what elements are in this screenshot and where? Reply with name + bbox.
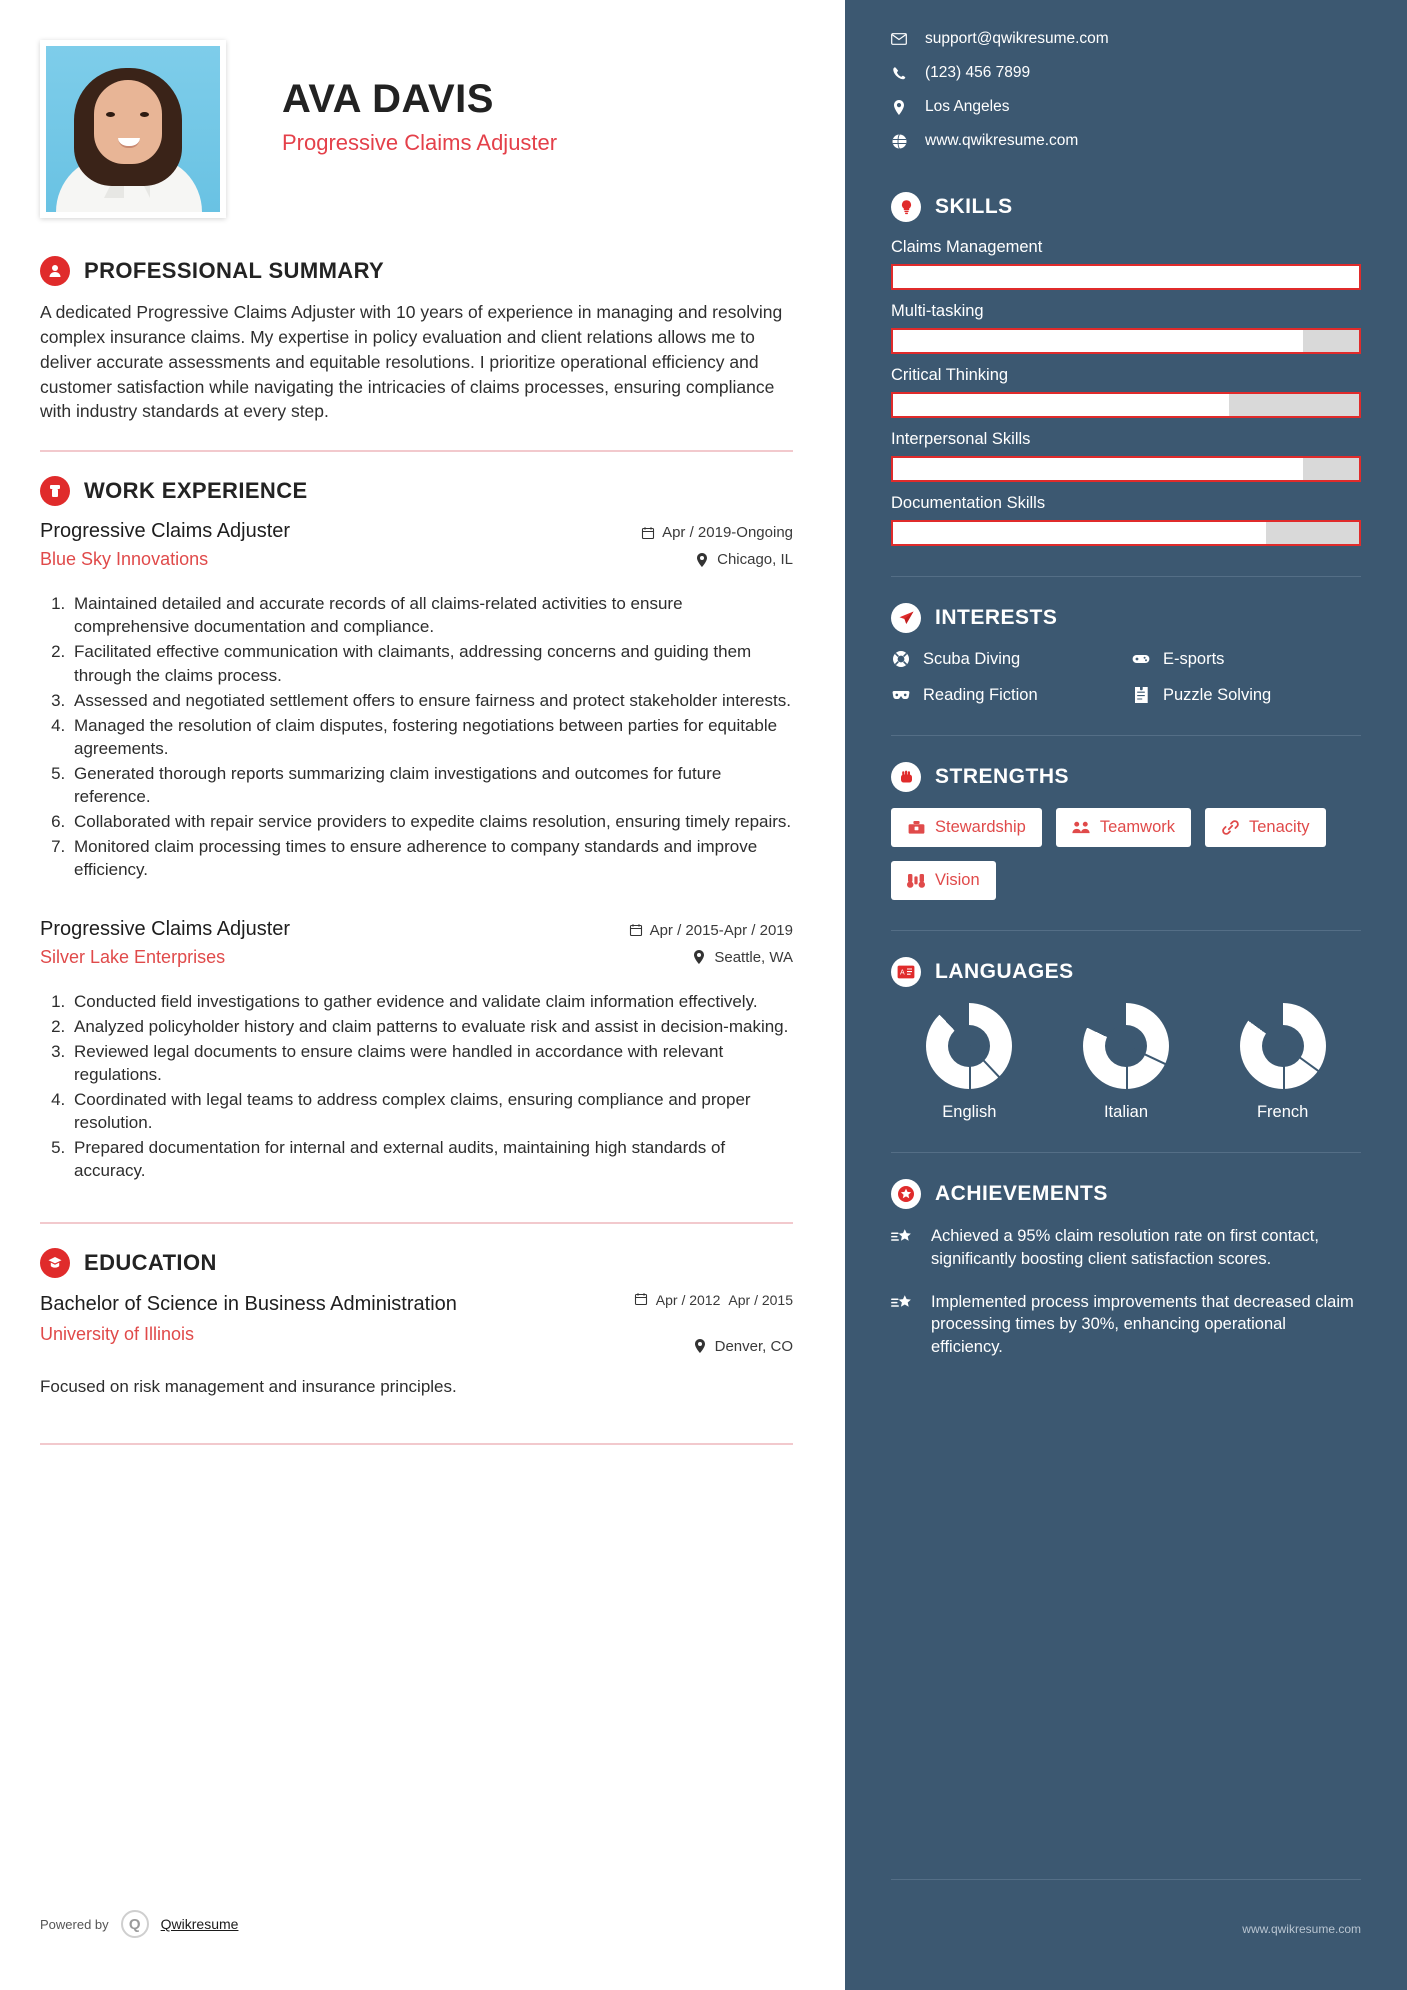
divider xyxy=(891,1152,1361,1153)
skill-label: Documentation Skills xyxy=(891,494,1046,512)
contact-phone-text: (123) 456 7899 xyxy=(925,64,1031,81)
job-dates xyxy=(603,922,793,939)
location-pin-icon xyxy=(694,1339,708,1353)
calendar-icon xyxy=(634,1292,648,1306)
list-item: 4. Coordinated with legal teams to address complex claims, ensuring compliance and proper resolution. xyxy=(70,1088,793,1134)
divider xyxy=(891,576,1361,577)
mask-icon xyxy=(891,685,911,705)
calendar-icon xyxy=(629,923,643,937)
toolbox-icon xyxy=(907,819,925,837)
skill-label: Claims Management xyxy=(891,238,1043,256)
list-item: 2. Analyzed policyholder history and claim patterns to evaluate risk and assist in decision-making. xyxy=(70,1015,793,1038)
skill-bar-fill xyxy=(893,394,1229,416)
phone-icon xyxy=(891,66,907,81)
interest-item xyxy=(1131,685,1361,705)
job-location xyxy=(603,949,793,966)
resume-header xyxy=(40,40,793,218)
skill-label: Multi-tasking xyxy=(891,302,984,320)
section-title: EDUCATION xyxy=(84,1250,217,1276)
job-location xyxy=(603,551,793,568)
footer-brand-link[interactable]: Qwikresume xyxy=(160,1916,239,1932)
education-start-date: Apr / 2012 xyxy=(655,1292,721,1309)
section-header xyxy=(40,256,793,286)
interest-label: E-sports xyxy=(1163,649,1225,668)
achievement-item xyxy=(891,1225,1361,1271)
people-icon xyxy=(1072,819,1090,837)
education-location-text: Denver, CO xyxy=(714,1337,793,1355)
section-header xyxy=(891,1179,1361,1209)
job-role: Progressive Claims Adjuster xyxy=(40,917,291,940)
language-donut-chart xyxy=(926,1003,1012,1089)
language-item xyxy=(1056,1003,1196,1122)
location-pin-icon xyxy=(693,950,707,964)
skill-bar xyxy=(891,520,1361,546)
user-icon xyxy=(40,256,70,286)
skill-bar-fill xyxy=(893,266,1359,288)
section-professional-summary xyxy=(40,256,793,424)
section-title: STRENGTHS xyxy=(935,765,1070,788)
list-item: 1. Conducted field investigations to gather evidence and validate claim information effectively. xyxy=(70,990,793,1013)
interests-grid xyxy=(891,649,1361,705)
divider xyxy=(40,1443,793,1445)
section-interests xyxy=(891,603,1361,705)
strength-label: Tenacity xyxy=(1249,818,1310,836)
skill-bar-fill xyxy=(893,522,1266,544)
language-label: French xyxy=(1256,1103,1309,1121)
strength-label: Teamwork xyxy=(1099,818,1175,836)
interest-label: Puzzle Solving xyxy=(1163,685,1272,704)
interest-item xyxy=(891,649,1121,669)
list-item: 4. Managed the resolution of claim disputes, fostering negotiations between parties for equitable agreements. xyxy=(70,714,793,760)
location-pin-icon xyxy=(696,553,710,567)
contact-location xyxy=(891,98,1361,116)
strength-chip xyxy=(891,808,1042,847)
sidebar-footer-site: www.qwikresume.com xyxy=(1242,1922,1361,1936)
envelope-icon xyxy=(891,33,907,45)
calendar-icon xyxy=(641,526,655,540)
work-entry xyxy=(40,918,793,1183)
divider xyxy=(891,1879,1361,1880)
star-badge-icon xyxy=(891,1179,921,1209)
education-degree: Bachelor of Science in Business Administration xyxy=(40,1293,457,1316)
list-item: 6. Collaborated with repair service providers to expedite claims resolution, ensuring timely repairs. xyxy=(70,810,793,833)
achievement-item xyxy=(891,1291,1361,1359)
graduation-icon xyxy=(40,1248,70,1278)
divider xyxy=(891,930,1361,931)
globe-icon xyxy=(891,134,907,149)
list-item: 5. Prepared documentation for internal and external audits, maintaining high standards of accuracy. xyxy=(70,1136,793,1182)
page-title: AVA DAVIS xyxy=(282,77,494,121)
contact-location-text: Los Angeles xyxy=(925,98,1010,115)
job-bullets xyxy=(40,990,793,1183)
section-header xyxy=(891,762,1361,792)
divider xyxy=(40,1222,793,1224)
skill-item xyxy=(891,302,1361,354)
section-skills xyxy=(891,192,1361,546)
paper-plane-icon xyxy=(891,603,921,633)
svg-text:A: A xyxy=(900,969,905,977)
location-pin-icon xyxy=(891,100,907,115)
list-item: 7. Monitored claim processing times to ensure adherence to company standards and improve efficiency. xyxy=(70,835,793,881)
skill-item xyxy=(891,430,1361,482)
job-dates xyxy=(603,524,793,541)
list-item: 2. Facilitated effective communication with claimants, addressing concerns and guiding them through the claims process. xyxy=(70,640,793,686)
skill-bar xyxy=(891,392,1361,418)
qwikresume-logo-icon: Q xyxy=(121,1910,149,1938)
strength-chip xyxy=(891,861,996,900)
education-end-date: Apr / 2015 xyxy=(728,1292,793,1309)
contact-website[interactable] xyxy=(891,132,1361,150)
job-title: Progressive Claims Adjuster xyxy=(282,130,558,155)
skill-bar xyxy=(891,264,1361,290)
achievement-text: Achieved a 95% claim resolution rate on first contact, significantly boosting client satisfaction scores. xyxy=(931,1227,1319,1268)
skill-bar xyxy=(891,456,1361,482)
section-header xyxy=(40,476,793,506)
contact-email[interactable] xyxy=(891,30,1361,48)
list-item: 3. Assessed and negotiated settlement offers to ensure fairness and protect stakeholder interests. xyxy=(70,689,793,712)
language-item xyxy=(899,1003,1039,1122)
strength-label: Vision xyxy=(935,871,980,889)
link-icon xyxy=(1221,819,1239,837)
powered-by-label: Powered by xyxy=(40,1916,109,1932)
sidebar xyxy=(845,0,1407,1990)
languages-list xyxy=(891,1003,1361,1122)
award-star-icon xyxy=(891,1291,917,1359)
summary-text: A dedicated Progressive Claims Adjuster with 10 years of experience in managing and resolving complex insurance claims. My expertise in policy evaluation and client relations allows me to deliver accurate assessments and equitable resolutions. I prioritize operational efficiency and customer satisfaction while navigating the intricacies of claims processes, ensuring compliance with industry standards at every step. xyxy=(40,302,783,422)
award-star-icon xyxy=(891,1225,917,1271)
list-item: 5. Generated thorough reports summarizing claim investigations and outcomes for future reference. xyxy=(70,762,793,808)
language-item xyxy=(1213,1003,1353,1122)
interest-label: Reading Fiction xyxy=(923,685,1038,704)
section-title: WORK EXPERIENCE xyxy=(84,478,308,504)
contact-website-text: www.qwikresume.com xyxy=(925,132,1079,149)
contact-phone[interactable] xyxy=(891,64,1361,82)
language-donut-chart xyxy=(1083,1003,1169,1089)
strengths-list xyxy=(891,808,1361,900)
job-company: Silver Lake Enterprises xyxy=(40,946,226,967)
binoculars-icon xyxy=(907,872,925,890)
section-header xyxy=(891,192,1361,222)
interest-item xyxy=(1131,649,1361,669)
section-header xyxy=(891,603,1361,633)
name-block xyxy=(282,40,557,156)
interest-label: Scuba Diving xyxy=(923,649,1021,668)
section-languages xyxy=(891,957,1361,1122)
gamepad-icon xyxy=(1131,649,1151,669)
strength-label: Stewardship xyxy=(935,818,1026,836)
lifebuoy-icon xyxy=(891,649,911,669)
footer xyxy=(40,1910,238,1938)
education-location xyxy=(593,1338,793,1355)
puzzle-icon xyxy=(1131,685,1151,705)
divider xyxy=(891,735,1361,736)
job-role: Progressive Claims Adjuster xyxy=(40,520,291,543)
skill-bar-fill xyxy=(893,458,1303,480)
education-dates xyxy=(593,1292,793,1310)
language-label: English xyxy=(942,1103,997,1121)
fist-icon xyxy=(891,762,921,792)
skill-label: Critical Thinking xyxy=(891,366,1009,384)
section-strengths xyxy=(891,762,1361,900)
education-description: Focused on risk management and insurance principles. xyxy=(40,1376,457,1396)
education-school: University of Illinois xyxy=(40,1324,195,1345)
skill-label: Interpersonal Skills xyxy=(891,430,1031,448)
achievement-text: Implemented process improvements that decreased claim processing times by 30%, enhancing operational efficiency. xyxy=(931,1292,1354,1357)
section-header xyxy=(40,1248,793,1278)
strength-chip xyxy=(1205,808,1326,847)
section-education xyxy=(40,1248,793,1397)
skill-bar-fill xyxy=(893,330,1303,352)
language-donut-chart xyxy=(1240,1003,1326,1089)
list-item: 1. Maintained detailed and accurate records of all claims-related activities to ensure comprehensive documentation and compliance. xyxy=(70,592,793,638)
profile-photo-image xyxy=(46,46,220,212)
section-header xyxy=(891,957,1361,987)
lightbulb-icon xyxy=(891,192,921,222)
section-title: ACHIEVEMENTS xyxy=(935,1182,1108,1205)
skill-item xyxy=(891,238,1361,290)
job-location-text: Chicago, IL xyxy=(717,551,793,569)
contact-block xyxy=(891,30,1361,150)
section-title: INTERESTS xyxy=(935,606,1058,629)
list-item: 3. Reviewed legal documents to ensure claims were handled in accordance with relevant regulations. xyxy=(70,1040,793,1086)
language-icon xyxy=(891,957,921,987)
contact-email-text: support@qwikresume.com xyxy=(925,30,1109,47)
section-title: SKILLS xyxy=(935,195,1013,218)
section-work-experience xyxy=(40,476,793,1182)
briefcase-icon xyxy=(40,476,70,506)
job-dates-text: Apr / 2019-Ongoing xyxy=(662,524,793,542)
divider xyxy=(40,450,793,452)
skill-bar xyxy=(891,328,1361,354)
skill-item xyxy=(891,366,1361,418)
language-label: Italian xyxy=(1103,1103,1148,1121)
work-entry xyxy=(40,520,793,881)
job-company: Blue Sky Innovations xyxy=(40,549,209,570)
strength-chip xyxy=(1056,808,1191,847)
job-bullets xyxy=(40,592,793,881)
section-achievements xyxy=(891,1179,1361,1359)
section-title: LANGUAGES xyxy=(935,960,1074,983)
skill-item xyxy=(891,494,1361,546)
job-location-text: Seattle, WA xyxy=(714,948,793,966)
avatar xyxy=(40,40,226,218)
job-dates-text: Apr / 2015-Apr / 2019 xyxy=(649,921,793,939)
interest-item xyxy=(891,685,1121,705)
section-title: PROFESSIONAL SUMMARY xyxy=(84,258,385,283)
